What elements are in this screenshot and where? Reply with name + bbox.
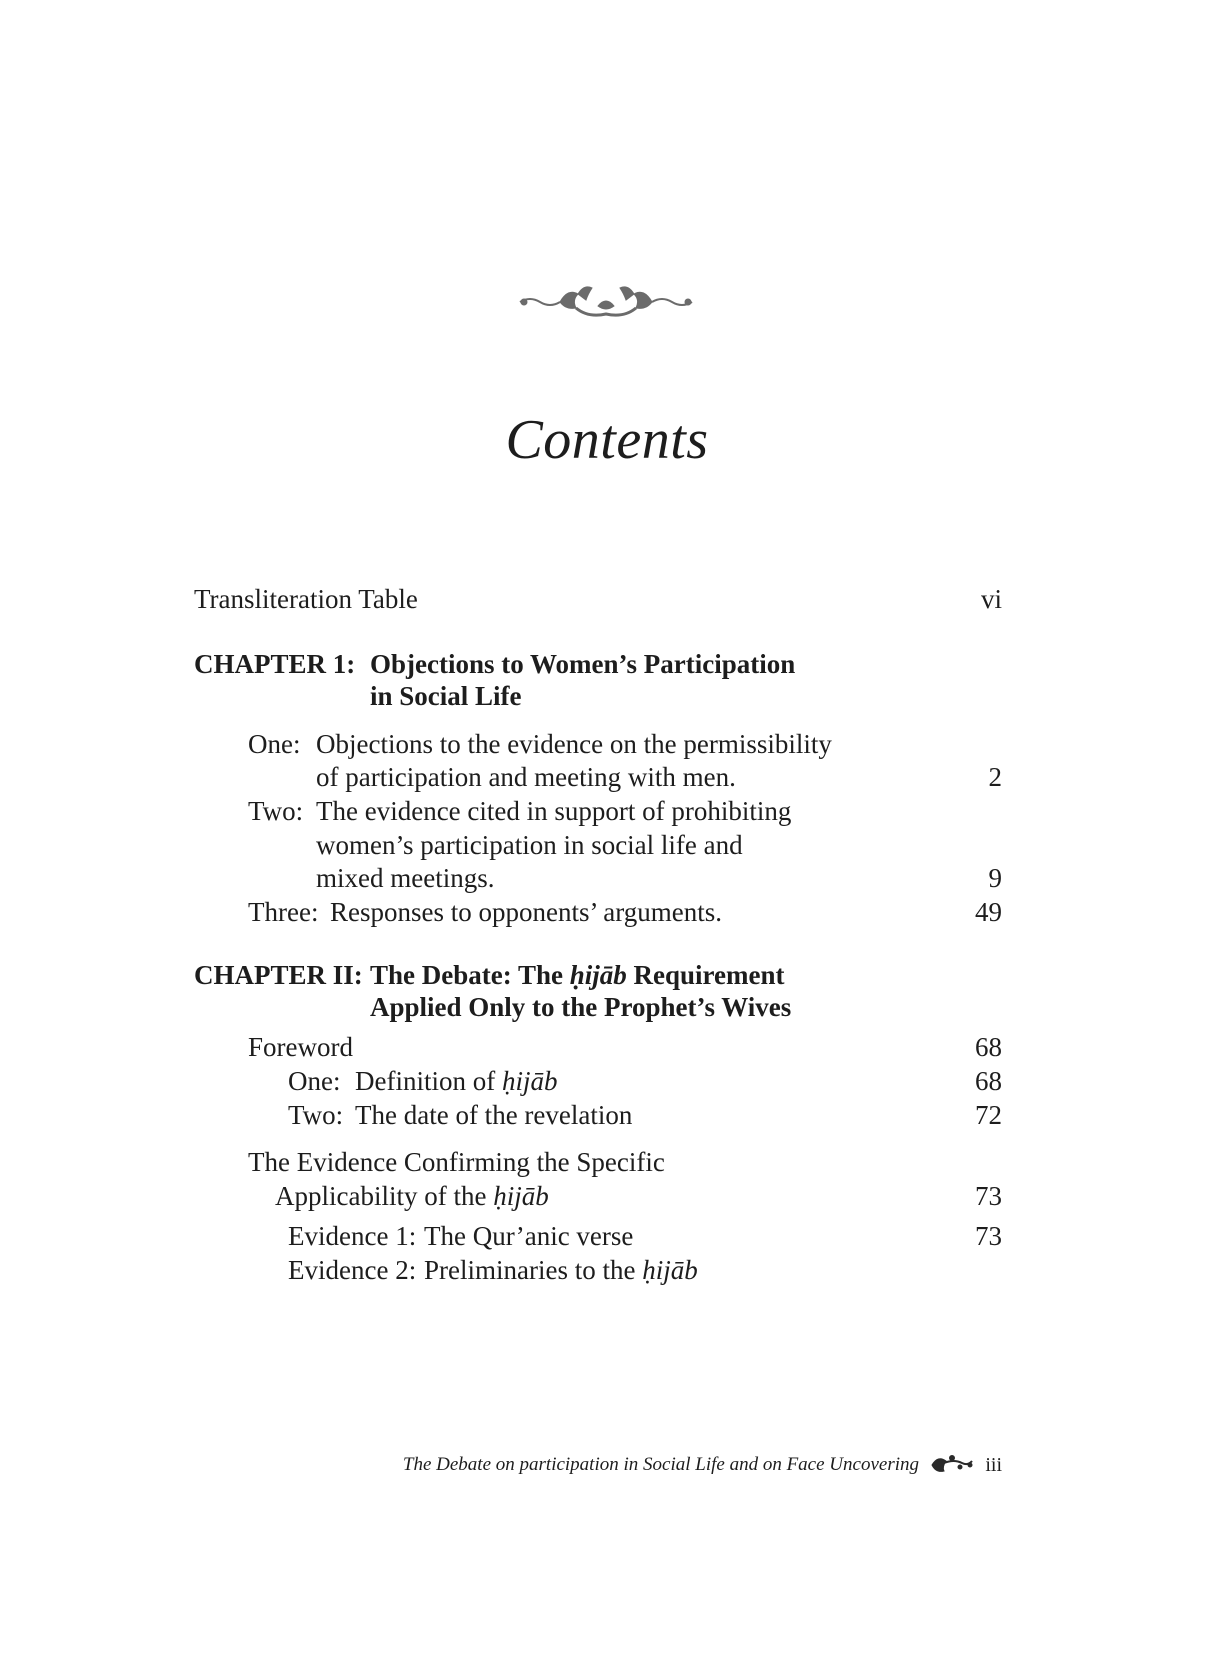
section-label: Two:	[248, 796, 304, 826]
section-title-continued: mixed meetings.	[316, 863, 495, 893]
toc-page-number: 73	[975, 1221, 1002, 1251]
toc-page-number: 49	[975, 897, 1002, 927]
page-title: Contents	[505, 409, 709, 471]
chapter-title[interactable]: The Debate: The ḥijāb Requirement	[370, 960, 785, 990]
toc-page-number: 2	[988, 762, 1002, 792]
section-title[interactable]: The date of the revelation	[355, 1100, 633, 1130]
section-label: One:	[288, 1066, 341, 1096]
toc-page-number: 68	[975, 1032, 1002, 1062]
section-title[interactable]: Objections to the evidence on the permissibility	[316, 729, 832, 759]
toc-page-number: 9	[988, 863, 1002, 893]
chapter-label: CHAPTER 1:	[194, 649, 356, 679]
section-title[interactable]: Foreword	[248, 1032, 353, 1062]
section-title-continued: Applicability of the ḥijāb	[275, 1181, 549, 1211]
running-footer: The Debate on participation in Social Life and on Face Uncovering	[402, 1454, 919, 1475]
toc-page-number: 72	[975, 1100, 1002, 1130]
section-title[interactable]: Preliminaries to the ḥijāb	[424, 1255, 698, 1285]
section-title-continued: women’s participation in social life and	[316, 830, 743, 860]
section-label: Evidence 1:	[288, 1221, 417, 1251]
section-title-continued: of participation and meeting with men.	[316, 762, 736, 792]
floral-ornament-icon	[516, 278, 696, 324]
section-title[interactable]: The Evidence Confirming the Specific	[248, 1147, 665, 1177]
section-label: Three:	[248, 897, 319, 927]
page-number: iii	[985, 1454, 1002, 1476]
section-title[interactable]: Definition of ḥijāb	[355, 1066, 558, 1096]
section-title[interactable]: Responses to opponents’ arguments.	[330, 897, 722, 927]
floral-ornament-small-icon	[928, 1449, 974, 1477]
chapter-title-continued: in Social Life	[370, 681, 522, 711]
section-title[interactable]: The evidence cited in support of prohibiting	[316, 796, 792, 826]
toc-entry-transliteration[interactable]: Transliteration Table	[194, 584, 418, 614]
section-label: One:	[248, 729, 301, 759]
toc-page-number: vi	[980, 584, 1002, 614]
section-label: Two:	[288, 1100, 344, 1130]
chapter-label: CHAPTER II:	[194, 960, 363, 990]
toc-page-number: 68	[975, 1066, 1002, 1096]
chapter-title-continued: Applied Only to the Prophet’s Wives	[370, 992, 792, 1022]
toc-page-number: 73	[975, 1181, 1002, 1211]
section-label: Evidence 2:	[288, 1255, 417, 1285]
chapter-title[interactable]: Objections to Women’s Participation	[370, 649, 796, 679]
section-title[interactable]: The Qur’anic verse	[424, 1221, 634, 1251]
